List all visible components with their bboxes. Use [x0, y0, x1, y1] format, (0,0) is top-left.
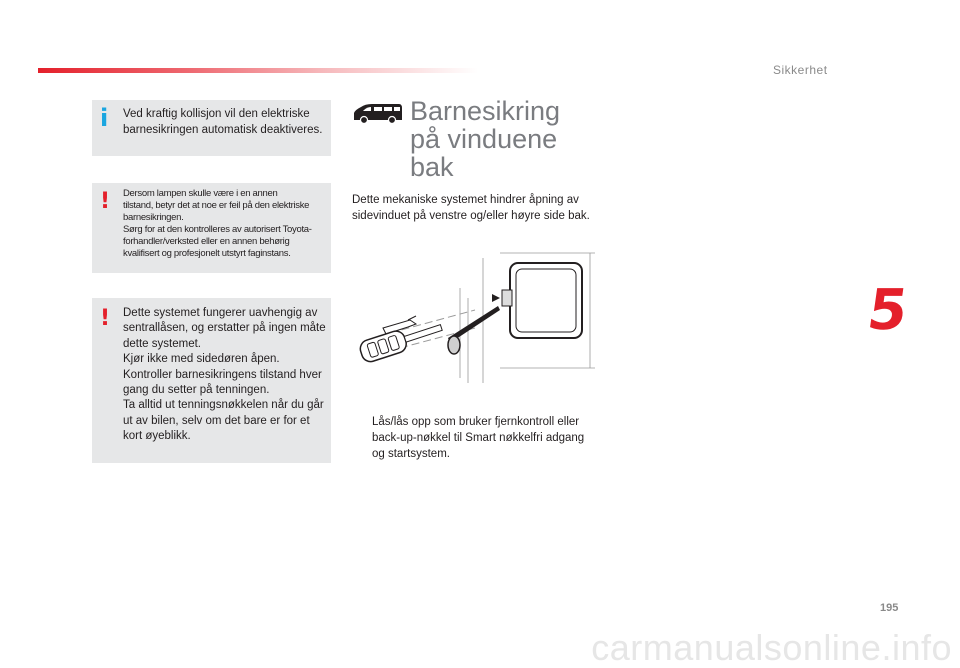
warning-box: [92, 298, 331, 463]
info-box: [92, 100, 331, 156]
section-heading: [410, 97, 560, 181]
van-icon: [352, 102, 404, 124]
warning-text: [123, 306, 326, 445]
page-number: 195: [880, 602, 899, 614]
text-line: Dette mekaniske systemet hindrer åpning av: [352, 194, 579, 206]
warning-text: [123, 188, 323, 260]
text-line: barnesikringen.: [123, 212, 184, 223]
warning-box: [92, 183, 331, 273]
warning-icon: !: [100, 306, 111, 331]
text-line: Dette systemet fungerer uavhengig av: [123, 307, 318, 319]
text-line: Dersom lampen skulle være i en annen: [123, 188, 278, 199]
heading-line: bak: [410, 152, 454, 182]
text-line: kvalifisert og profesjonelt utstyrt faginstans.: [123, 248, 291, 259]
chapter-number: 5: [863, 278, 912, 343]
text-line: barnesikringen automatisk deaktiveres.: [123, 124, 323, 136]
text-line: Kjør ikke med sidedøren åpen.: [123, 353, 280, 366]
text-line: gang du setter på tenningen.: [123, 384, 270, 397]
info-text: [123, 106, 323, 138]
text-line: og startsystem.: [372, 448, 450, 460]
text-line: kort øyeblikk.: [123, 430, 191, 443]
text-line: Lås/lås opp som bruker fjernkontroll eller: [372, 416, 580, 428]
text-line: sentrallåsen, og erstatter på ingen måte: [123, 322, 326, 335]
text-line: Ta alltid ut tenningsnøkkelen når du går: [123, 399, 324, 412]
text-line: dette systemet.: [123, 337, 201, 350]
text-line: Ved kraftig kollisjon vil den elektriske: [123, 108, 310, 120]
text-line: Sørg for at den kontrolleres av autorisert Toyota-: [123, 224, 312, 235]
info-icon: i: [100, 104, 109, 132]
heading-line: Barnesikring: [410, 96, 561, 126]
key-turning-child-lock-illustration: [350, 248, 595, 383]
watermark: carmanualsonline.info: [591, 627, 952, 668]
text-line: sidevinduet på venstre og/eller høyre side bak.: [352, 210, 590, 222]
text-line: back-up-nøkkel til Smart nøkkelfri adgang: [372, 432, 585, 444]
header-accent-bar: [38, 68, 478, 73]
text-line: forhandler/verksted eller en annen behørig: [123, 236, 290, 247]
heading-line: på vinduene: [410, 124, 558, 154]
warning-icon: !: [100, 189, 111, 214]
text-line: Kontroller barnesikringens tilstand hver: [123, 368, 322, 381]
section-title: Sikkerhet: [773, 63, 828, 77]
text-line: tilstand, betyr det at noe er feil på den elektriske: [123, 200, 310, 211]
text-line: ut av bilen, selv om det bare er for et: [123, 414, 310, 427]
intro-text: [352, 192, 590, 224]
